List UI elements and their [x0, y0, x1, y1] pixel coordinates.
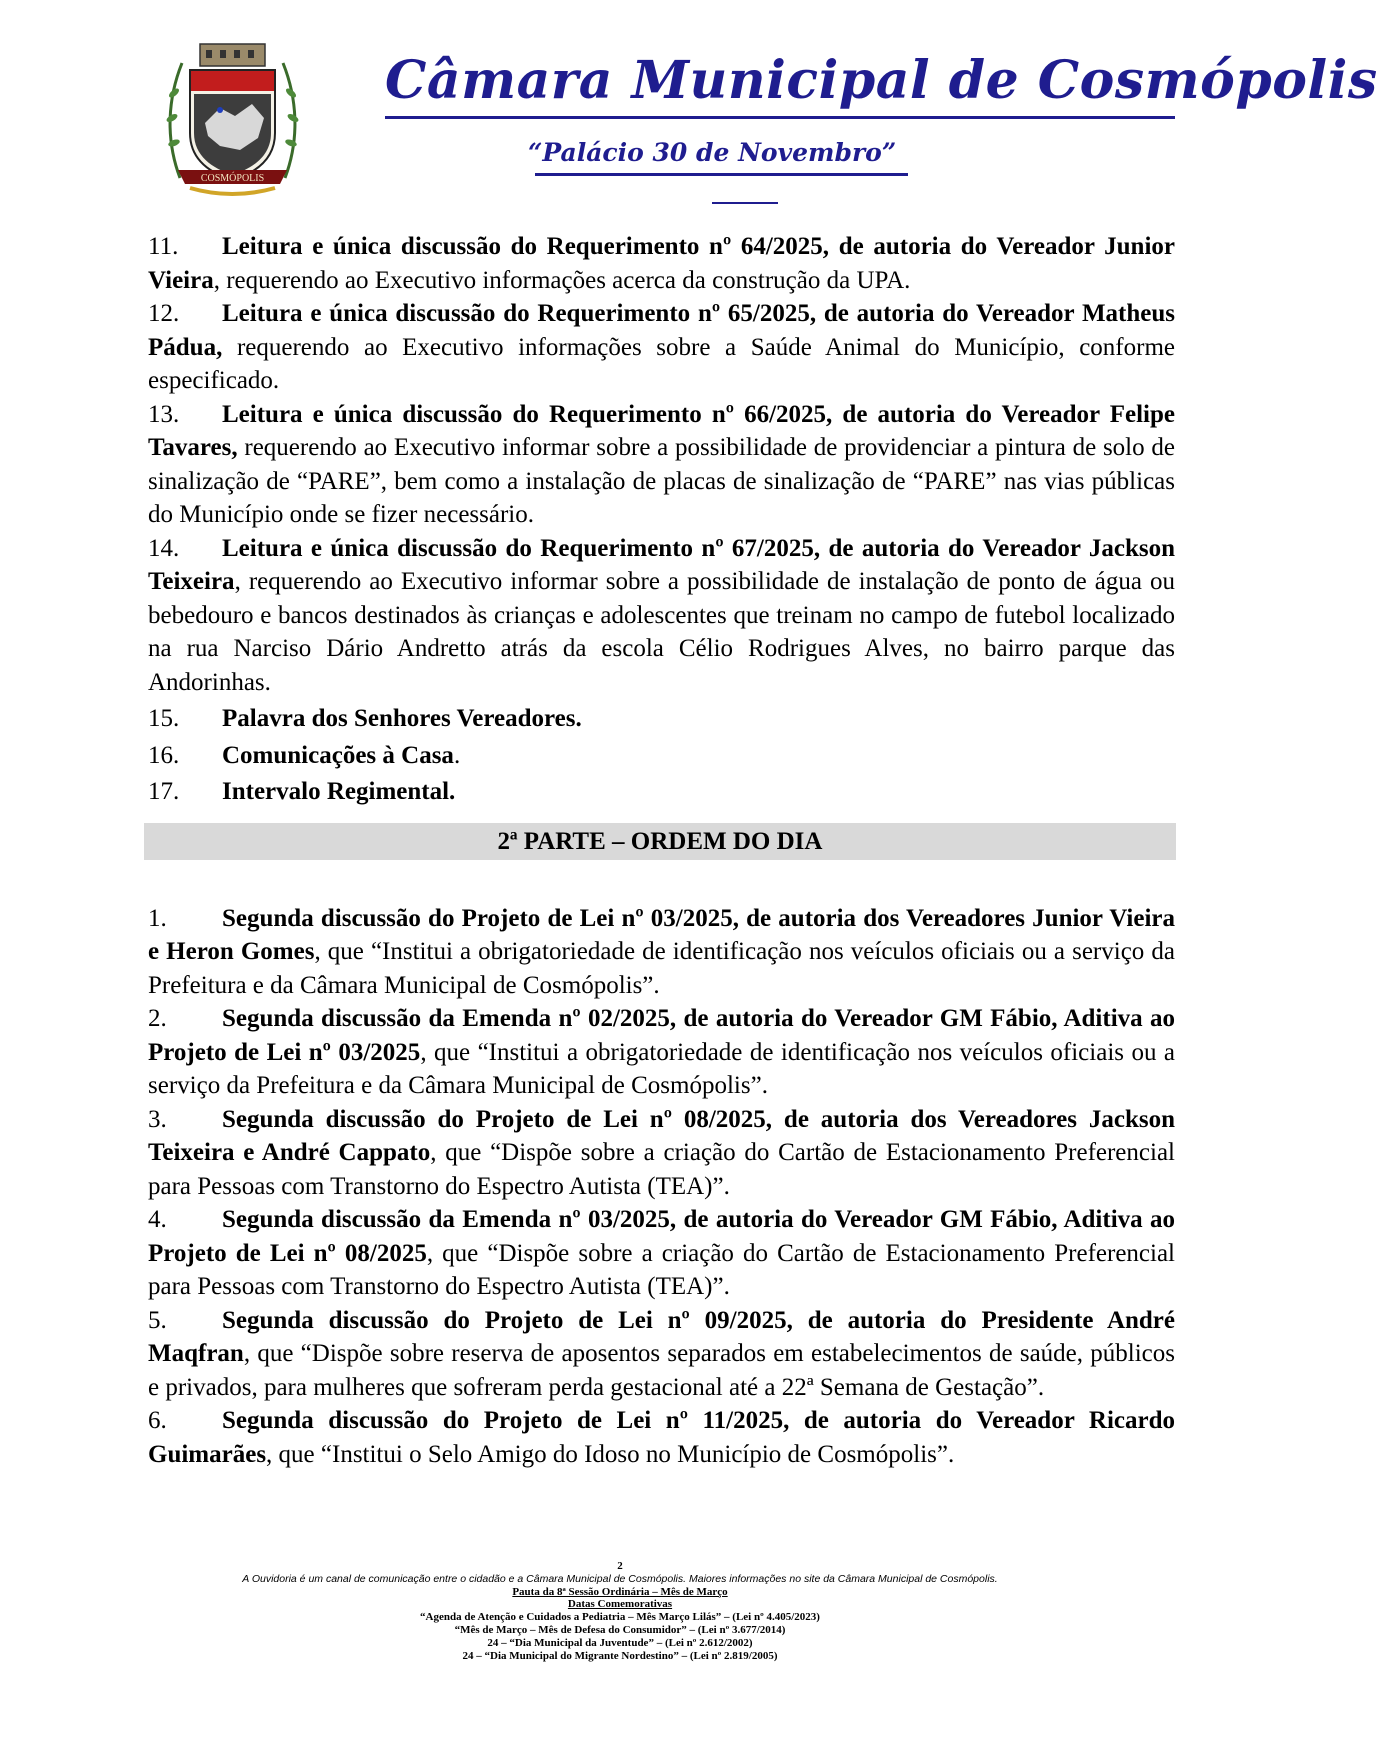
agenda-item: 5. Segunda discussão do Projeto de Lei nº 09/2025, de autoria do Presidente André Maqfran, que “Dispõe sobre reserva de aposentos separados em estabelecimentos de saúde, públicos e privados, para mulheres que sofreram perda gestacional até a 22ª Semana de Gestação”.	[148, 1306, 1175, 1401]
agenda-part1-list	[148, 230, 1175, 809]
page-number: 2	[617, 1560, 623, 1572]
agenda-item: 15. Palavra dos Senhores Vereadores.	[148, 705, 582, 732]
agenda-item: 6. Segunda discussão do Projeto de Lei nº 11/2025, de autoria do Vereador Ricardo Guimarães, que “Institui o Selo Amigo do Idoso no Município de Cosmópolis”.	[148, 1407, 1175, 1468]
agenda-item: 14. Leitura e única discussão do Requerimento nº 67/2025, de autoria do Vereador Jackson Teixeira, requerendo ao Executivo informar sobre a possibilidade de instalação de ponto de água ou bebedouro e bancos destinados às crianças e adolescentes que treinam no campo de futebol localizado na rua Narciso Dário Andretto atrás da escola Célio Rodrigues Alves, no bairro parque das Andorinhas.	[148, 534, 1175, 696]
commemorative-date: 24 – “Dia Municipal da Juventude” – (Lei nº 2.612/2002)	[487, 1636, 753, 1649]
institution-title: Câmara Municipal de Cosmópolis	[385, 50, 1378, 111]
agenda-item: 11. Leitura e única discussão do Requerimento nº 64/2025, de autoria do Vereador Junior Vieira, requerendo ao Executivo informações acerca da construção da UPA.	[148, 233, 1175, 294]
commemorative-date: “Agenda de Atenção e Cuidados a Pediatria – Mês Março Lilás” – (Lei nº 4.405/2023)	[420, 1611, 820, 1624]
agenda-item: 17. Intervalo Regimental.	[148, 778, 456, 805]
pauta-line: Pauta da 8ª Sessão Ordinária – Mês de Março	[512, 1585, 728, 1598]
commemorative-date: 24 – “Dia Municipal do Migrante Nordestino” – (Lei nº 2.819/2005)	[462, 1649, 778, 1662]
small-divider	[712, 202, 778, 204]
agenda-item: 2. Segunda discussão da Emenda nº 02/2025, de autoria do Vereador GM Fábio, Aditiva ao Projeto de Lei nº 03/2025, que “Institui a obrigatoriedade de identificação nos veículos oficiais ou a serviço da Prefeitura e da Câmara Municipal de Cosmópolis”.	[148, 1005, 1175, 1099]
agenda-item: 16. Comunicações à Casa.	[148, 741, 461, 769]
page-footer	[0, 1560, 1240, 1662]
agenda-item: 13. Leitura e única discussão do Requerimento nº 66/2025, de autoria do Vereador Felipe Tavares, requerendo ao Executivo informar sobre a possibilidade de providenciar a pintura de solo de sinalização de “PARE”, bem como a instalação de placas de sinalização de “PARE” nas vias públicas do Município onde se fizer necessário.	[148, 400, 1175, 528]
agenda-item: 12. Leitura e única discussão do Requerimento nº 65/2025, de autoria do Vereador Matheus Pádua, requerendo ao Executivo informações sobre a Saúde Animal do Município, conforme especificado.	[148, 300, 1175, 394]
datas-title: Datas Comemorativas	[567, 1598, 673, 1611]
municipal-crest-logo	[160, 38, 305, 198]
agenda-content	[148, 230, 1175, 1471]
agenda-item: 4. Segunda discussão da Emenda nº 03/2025, de autoria do Vereador GM Fábio, Aditiva ao Projeto de Lei nº 08/2025, que “Dispõe sobre a criação do Cartão de Estacionamento Preferencial para Pessoas com Transtorno do Espectro Autista (TEA)”.	[148, 1206, 1176, 1300]
ouvidoria-note: A Ouvidoria é um canal de comunicação entre o cidadão e a Câmara Municipal de Cosmópolis. Maiores informações no site da Câmara Municipal de Cosmópolis.	[242, 1572, 998, 1585]
subtitle-underline	[535, 173, 908, 176]
section-spacer	[148, 860, 1175, 902]
title-underline	[385, 116, 1175, 119]
commemorative-date: “Mês de Março – Mês de Defesa do Consumidor” – (Lei nº 3.677/2014)	[454, 1623, 786, 1636]
agenda-item: 3. Segunda discussão do Projeto de Lei nº 08/2025, de autoria dos Vereadores Jackson Teixeira e André Cappato, que “Dispõe sobre a criação do Cartão de Estacionamento Preferencial para Pessoas com Transtorno do Espectro Autista (TEA)”.	[148, 1105, 1175, 1200]
section-heading: 2ª PARTE – ORDEM DO DIA	[144, 823, 1176, 860]
crest-ribbon-text: COSMÓPOLIS	[200, 173, 265, 184]
agenda-part2-list	[148, 902, 1175, 1472]
agenda-item: 1. Segunda discussão do Projeto de Lei nº 03/2025, de autoria dos Vereadores Junior Vieira e Heron Gomes, que “Institui a obrigatoriedade de identificação nos veículos oficiais ou a serviço da Prefeitura e da Câmara Municipal de Cosmópolis”.	[148, 904, 1175, 999]
institution-subtitle: “Palácio 30 de Novembro”	[528, 138, 897, 167]
